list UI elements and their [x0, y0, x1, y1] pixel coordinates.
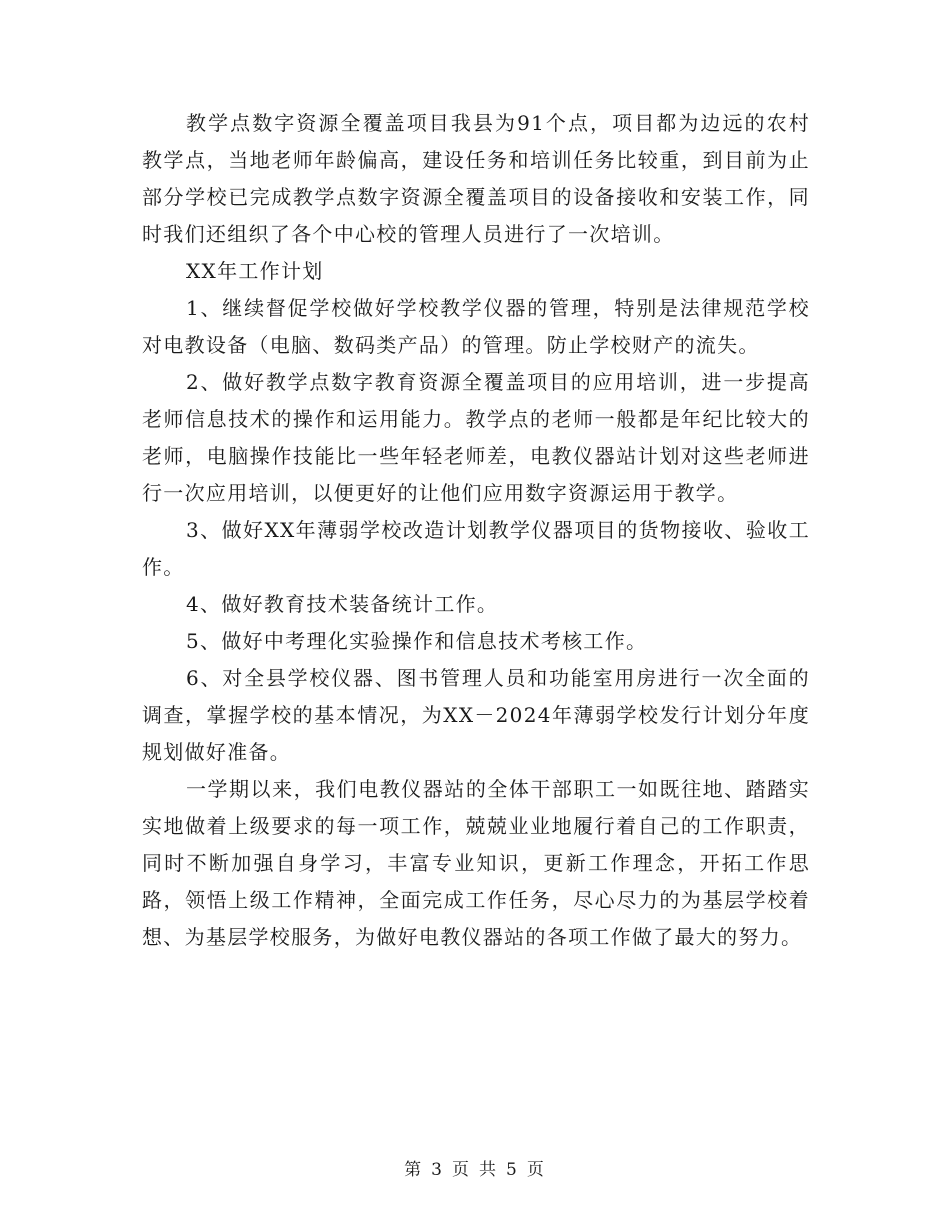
section-heading-work-plan: XX年工作计划	[186, 259, 324, 283]
footer-current-page: 3	[431, 1160, 444, 1180]
paragraph-summary: 一学期以来，我们电教仪器站的全体干部职工一如既往地、踏踏实实地做着上级要求的每一项工作，兢兢业业地履行着自己的工作职责，同时不断加强自身学习，丰富专业知识，更新工作理念，开拓工作思路，领悟上级工作精神，全面完成工作任务，尽心尽力的为基层学校着想、为基层学校服务，为做好电教仪器站的各项工作做了最大的努力。	[142, 777, 810, 949]
footer-total-pages: 5	[506, 1160, 519, 1180]
page-footer	[0, 1155, 950, 1180]
plan-item-3: 3、做好XX年薄弱学校改造计划教学仪器项目的货物接收、验收工作。	[142, 518, 810, 579]
plan-item-1: 1、继续督促学校做好学校教学仪器的管理，特别是法律规范学校对电教设备（电脑、数码类产品）的管理。防止学校财产的流失。	[142, 296, 810, 357]
plan-item-5: 5、做好中考理化实验操作和信息技术考核工作。	[186, 629, 648, 653]
paragraph-resource-coverage: 教学点数字资源全覆盖项目我县为91个点，项目都为边远的农村教学点，当地老师年龄偏高，建设任务和培训任务比较重，到目前为止部分学校已完成教学点数字资源全覆盖项目的设备接收和安装工作，同时我们还组织了各个中心校的管理人员进行了一次培训。	[142, 111, 810, 246]
document-body	[142, 105, 810, 956]
footer-page-word: 页	[452, 1160, 471, 1180]
plan-item-4: 4、做好教育技术装备统计工作。	[186, 592, 499, 616]
plan-item-6: 6、对全县学校仪器、图书管理人员和功能室用房进行一次全面的调查，掌握学校的基本情况，为XX－2024年薄弱学校发行计划分年度规划做好准备。	[142, 666, 810, 764]
footer-suffix: 页	[526, 1160, 546, 1180]
footer-prefix: 第	[404, 1160, 424, 1180]
plan-item-2: 2、做好教学点数字教育资源全覆盖项目的应用培训，进一步提高老师信息技术的操作和运用能力。教学点的老师一般都是年纪比较大的老师，电脑操作技能比一些年轻老师差，电教仪器站计划对这些老师进行一次应用培训，以便更好的让他们应用数字资源运用于教学。	[142, 370, 810, 505]
footer-total-word: 共	[479, 1160, 498, 1180]
